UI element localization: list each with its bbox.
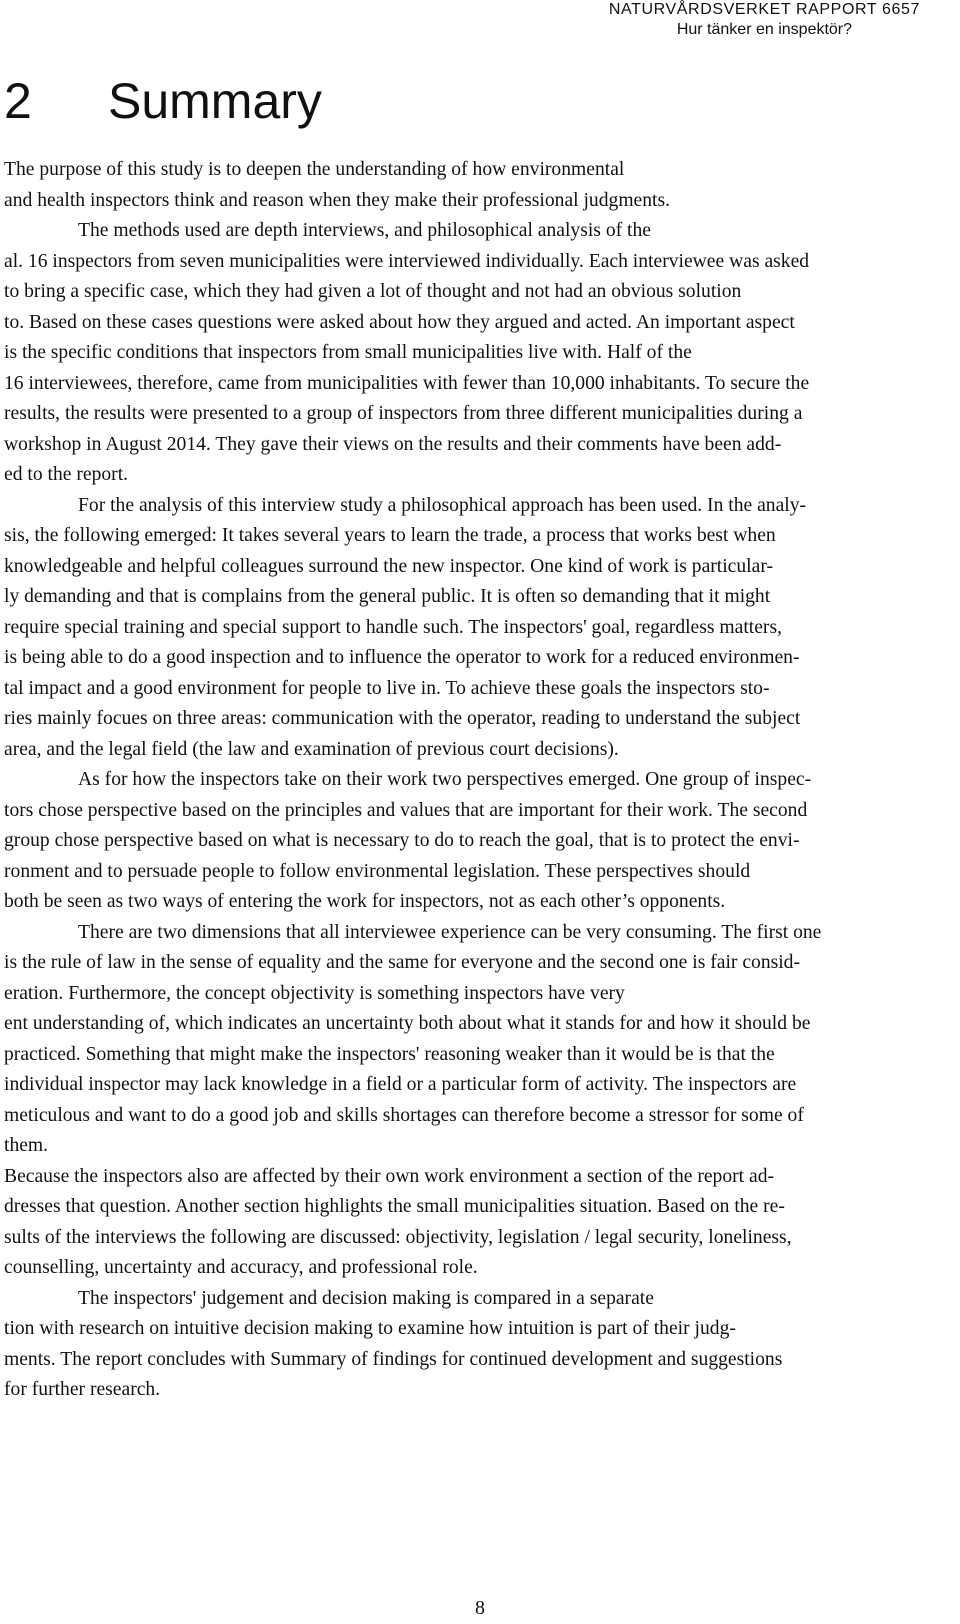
body-line: Because the inspectors also are affected by their own work environment a section of the report ad-	[4, 1165, 775, 1187]
body-line: eration. Furthermore, the concept objectivity is something inspectors have very	[4, 982, 625, 1004]
report-id: NATURVÅRDSVERKET RAPPORT 6657	[608, 1, 920, 18]
page-number: 8	[475, 1597, 485, 1619]
body-line: tal impact and a good environment for people to live in. To achieve these goals the inspectors sto-	[4, 677, 770, 699]
body-line: ries mainly focues on three areas: communication with the operator, reading to understand the subject	[4, 708, 801, 729]
body-line: al. 16 inspectors from seven municipalities were interviewed individually. Each interviewee was asked	[4, 250, 810, 272]
body-line: is the rule of law in the sense of equality and the same for everyone and the second one is fair consid-	[4, 952, 801, 973]
body-line: both be seen as two ways of entering the work for inspectors, not as each other’s opponents.	[4, 891, 726, 912]
body-line: area, and the legal field (the law and examination of previous court decisions).	[4, 738, 619, 760]
body-line: tors chose perspective based on the principles and values that are important for their work. The second	[4, 799, 808, 821]
summary-body	[4, 155, 960, 1406]
body-line: for further research.	[4, 1379, 161, 1400]
body-line: individual inspector may lack knowledge in a field or a particular form of activity. The inspectors are	[4, 1074, 797, 1095]
report-title: Hur tänker en inspektör?	[676, 21, 853, 38]
body-line: require special training and special support to handle such. The inspectors' goal, regardless matters,	[4, 616, 782, 638]
body-line: The purpose of this study is to deepen the understanding of how environmental	[4, 159, 625, 180]
body-line: counselling, uncertainty and accuracy, and professional role.	[4, 1257, 478, 1278]
body-line: and health inspectors think and reason when they make their professional judgments.	[4, 189, 671, 211]
body-line: to bring a specific case, which they had given a lot of thought and not had an obvious solution	[4, 281, 742, 302]
chapter-number: 2	[4, 73, 32, 129]
body-line: tion with research on intuitive decision making to examine how intuition is part of their judg-	[4, 1318, 736, 1339]
body-line: The inspectors' judgement and decision making is compared in a separate	[78, 1287, 654, 1309]
chapter-title: Summary	[108, 73, 322, 129]
body-line: practiced. Something that might make the inspectors' reasoning weaker than it would be is that the	[4, 1043, 775, 1065]
body-line: The methods used are depth interviews, and philosophical analysis of the	[78, 220, 651, 241]
body-line: ronment and to persuade people to follow environmental legislation. These perspectives should	[4, 860, 751, 882]
body-line: is the specific conditions that inspectors from small municipalities live with. Half of the	[4, 342, 692, 363]
body-line: sis, the following emerged: It takes several years to learn the trade, a process that works best when	[4, 525, 776, 546]
body-line: 16 interviewees, therefore, came from municipalities with fewer than 10,000 inhabitants. To secure the	[4, 372, 810, 394]
body-line: to. Based on these cases questions were asked about how they argued and acted. An important aspect	[4, 311, 795, 333]
body-line: knowledgeable and helpful colleagues surround the new inspector. One kind of work is particular-	[4, 555, 773, 577]
body-line: ent understanding of, which indicates an uncertainty both about what it stands for and how it should be	[4, 1013, 811, 1034]
body-line: meticulous and want to do a good job and skills shortages can therefore become a stressor for some of	[4, 1104, 804, 1126]
body-line: For the analysis of this interview study a philosophical approach has been used. In the analy-	[78, 494, 807, 516]
body-line: ments. The report concludes with Summary of findings for continued development and suggestions	[4, 1348, 783, 1370]
body-line: ly demanding and that is complains from the general public. It is often so demanding that it might	[4, 586, 771, 607]
body-line: dresses that question. Another section highlights the small municipalities situation. Based on the re-	[4, 1196, 785, 1217]
body-line: As for how the inspectors take on their work two perspectives emerged. One group of inspec-	[78, 769, 812, 790]
body-line: sults of the interviews the following are discussed: objectivity, legislation / legal security, loneliness,	[4, 1226, 792, 1248]
body-line: workshop in August 2014. They gave their views on the results and their comments have been add-	[4, 433, 782, 455]
body-line: them.	[4, 1135, 49, 1156]
running-header	[609, 0, 920, 40]
body-line: group chose perspective based on what is necessary to do to reach the goal, that is to protect the envi-	[4, 830, 800, 851]
body-line: ed to the report.	[4, 464, 129, 485]
body-line: There are two dimensions that all interviewee experience can be very consuming. The first one	[78, 921, 822, 943]
chapter-heading	[4, 66, 322, 136]
body-line: results, the results were presented to a group of inspectors from three different municipalities during a	[4, 403, 803, 424]
body-line: is being able to do a good inspection and to influence the operator to work for a reduced environmen-	[4, 647, 800, 668]
